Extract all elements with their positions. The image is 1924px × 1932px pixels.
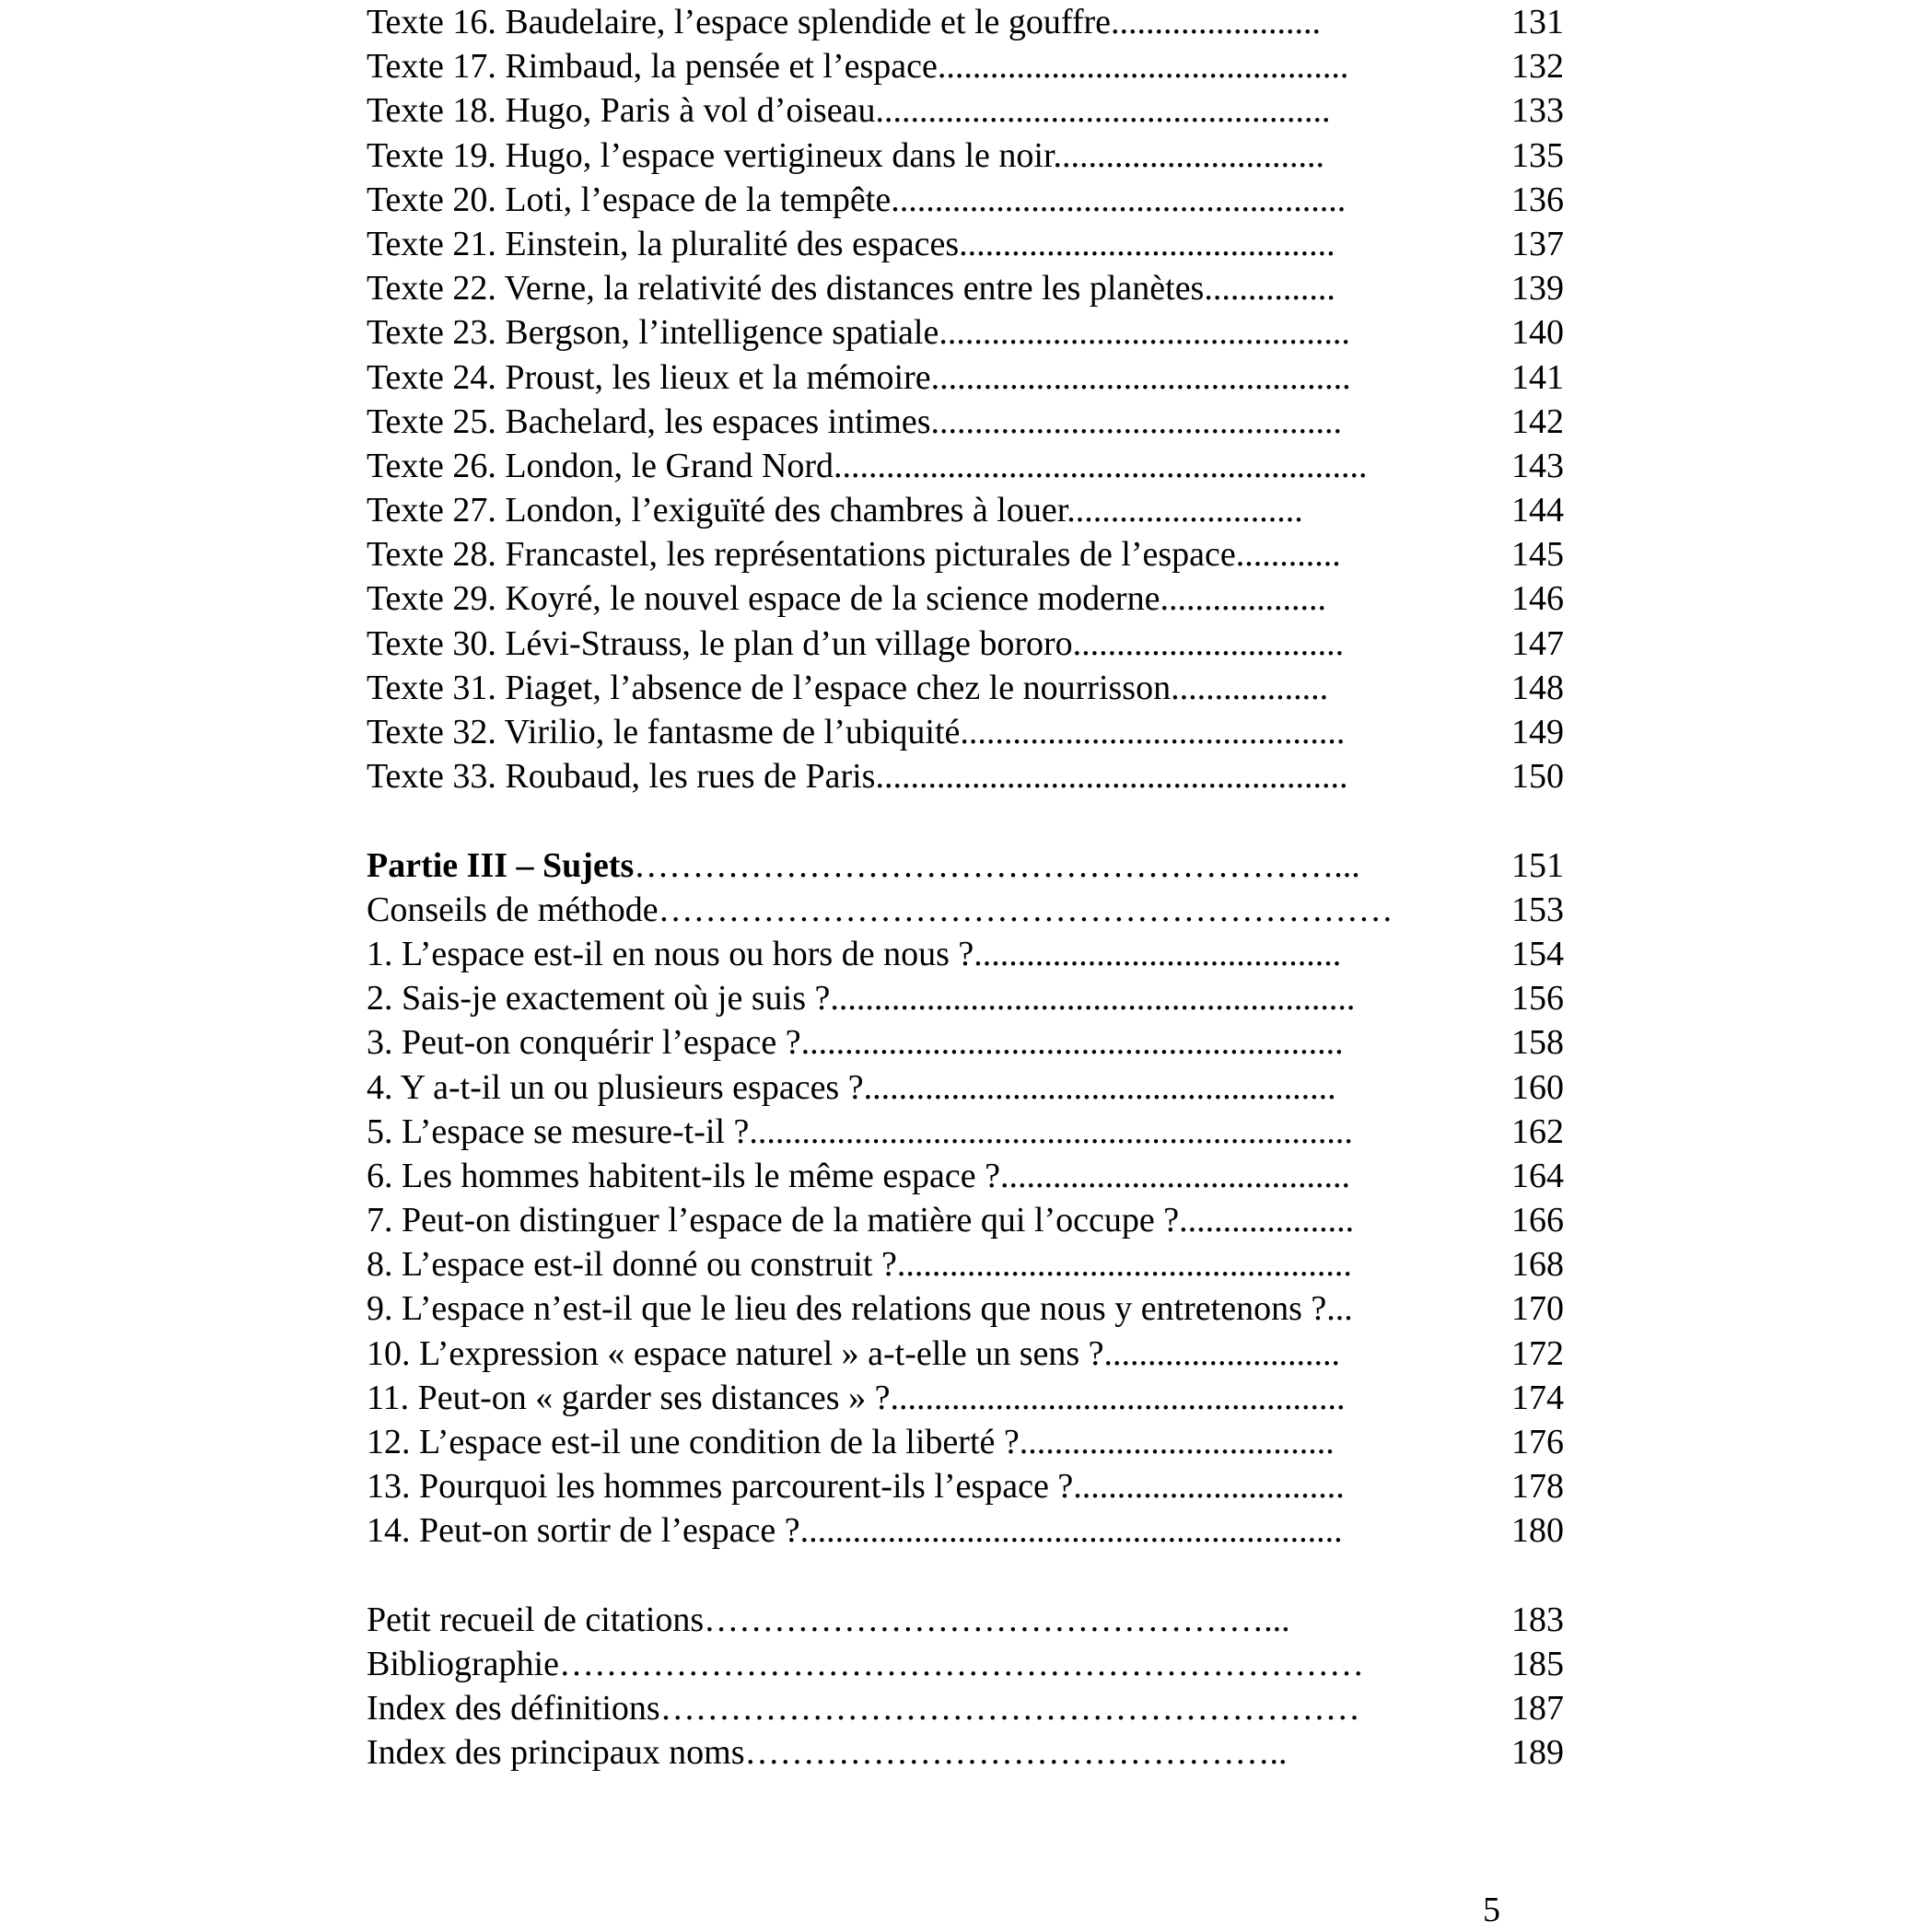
toc-entry-label: 1. L’espace est-il en nous ou hors de nous ?: [367, 934, 974, 973]
toc-entry: [367, 888, 1564, 932]
toc-entry: [367, 222, 1564, 266]
toc-entry-leader: ...........................: [1103, 1333, 1341, 1373]
toc-entry: [367, 1065, 1564, 1110]
toc-entry: [367, 400, 1564, 444]
toc-entry-label: Texte 27. London, l’exiguïté des chambres à louer: [367, 491, 1067, 530]
toc-entry-leader: ...............................................: [930, 402, 1343, 441]
toc-entry-leader: ............................................................: [830, 979, 1356, 1018]
toc-entry: [367, 976, 1564, 1020]
toc-entry-page: 172: [1511, 1333, 1564, 1373]
toc-entry-leader: .............................................................: [834, 446, 1368, 485]
toc-entry-label: Texte 16. Baudelaire, l’espace splendide et le gouffre: [367, 3, 1112, 41]
toc-entry: [367, 1110, 1564, 1154]
toc-entry-label: Texte 29. Koyré, le nouvel espace de la science moderne: [367, 579, 1160, 619]
toc-entry-label: Conseils de méthode: [367, 890, 659, 929]
toc-entry-page: 140: [1511, 313, 1564, 353]
toc-entry-page: 135: [1511, 135, 1564, 175]
toc-entry-leader: ...............................: [1072, 623, 1345, 663]
toc-entry-page: 189: [1511, 1733, 1564, 1773]
toc-entry-page: 151: [1511, 845, 1564, 885]
toc-entry-label: Texte 26. London, le Grand Nord: [367, 446, 834, 485]
toc-entry-label: 14. Peut-on sortir de l’espace ?: [367, 1511, 800, 1551]
toc-entry-leader: ………………………………………..: [744, 1733, 1288, 1773]
toc-entry-page: 187: [1511, 1689, 1564, 1728]
toc-entry: [367, 88, 1564, 133]
toc-entry: [367, 576, 1564, 621]
toc-entry-leader: ……………………………………………………: [659, 1689, 1360, 1728]
toc-entry-leader: ....................: [1179, 1201, 1355, 1240]
toc-entry: [367, 1508, 1564, 1553]
toc-entry-page: 153: [1511, 890, 1564, 929]
toc-entry-page: 178: [1511, 1467, 1564, 1507]
toc-entry-leader: ..............................................................: [799, 1511, 1343, 1551]
toc-entry: [367, 932, 1564, 976]
toc-entry-leader: ............................................: [960, 713, 1346, 751]
toc-entry-leader: ...............................: [1073, 1467, 1345, 1507]
toc-entry: [367, 44, 1564, 88]
toc-entry-page: 168: [1511, 1245, 1564, 1285]
toc-entry: [367, 622, 1564, 666]
toc-entry-leader: ...........................................: [959, 224, 1335, 263]
toc-entry-label: Texte 30. Lévi-Strauss, le plan d’un village bororo: [367, 623, 1073, 663]
toc-entry: [367, 1154, 1564, 1198]
toc-entry-page: 143: [1511, 446, 1564, 485]
table-of-contents: [367, 0, 1564, 1775]
toc-entry-leader: ……………………………………………………………: [558, 1644, 1364, 1683]
toc-entry-page: 139: [1511, 269, 1564, 308]
toc-entry-page: 183: [1511, 1600, 1564, 1639]
toc-entry-leader: ....................................................: [891, 180, 1347, 219]
toc-entry-leader: ...............................................: [937, 47, 1349, 87]
toc-entry-label: 5. L’espace se mesure-t-il ?: [367, 1111, 750, 1151]
toc-entry: [367, 1286, 1564, 1331]
toc-entry: [367, 1686, 1564, 1730]
toc-entry-page: 158: [1511, 1023, 1564, 1063]
toc-entry-page: 147: [1511, 623, 1564, 663]
toc-entry-leader: ………………………………………………………: [658, 890, 1393, 929]
toc-entry-page: 156: [1511, 979, 1564, 1018]
toc-entry-leader: …………………………………………...: [704, 1600, 1290, 1639]
toc-entry-page: 185: [1511, 1644, 1564, 1683]
toc-entry-label: Texte 24. Proust, les lieux et la mémoire: [367, 357, 931, 397]
toc-entry-label: 8. L’espace est-il donné ou construit ?: [367, 1245, 897, 1285]
toc-entry-label: 3. Peut-on conquérir l’espace ?: [367, 1023, 801, 1063]
toc-entry: [367, 444, 1564, 488]
toc-entry-page: 166: [1511, 1201, 1564, 1240]
toc-entry: [367, 1420, 1564, 1464]
toc-entry-page: 142: [1511, 402, 1564, 441]
toc-entry: [367, 0, 1564, 44]
toc-entry-leader: ..............................................................: [800, 1023, 1344, 1063]
section-gap: [367, 798, 1564, 843]
toc-entry: [367, 310, 1564, 355]
toc-entry-leader: ............: [1235, 535, 1341, 575]
toc-entry-label: 4. Y a-t-il un ou plusieurs espaces ?: [367, 1067, 864, 1107]
toc-entry-label: 9. L’espace n’est-il que le lieu des relations que nous y entretenons ?: [367, 1289, 1327, 1329]
toc-entry: [367, 1642, 1564, 1686]
toc-entry-label: Texte 20. Loti, l’espace de la tempête: [367, 180, 892, 219]
toc-entry: [367, 1332, 1564, 1376]
page-number: 5: [1483, 1891, 1500, 1929]
toc-entry-page: 176: [1511, 1423, 1564, 1461]
toc-entry-page: 149: [1511, 713, 1564, 751]
toc-entry-label: Petit recueil de citations: [367, 1600, 705, 1639]
toc-entry-label: Bibliographie: [367, 1644, 559, 1683]
toc-entry-leader: ...........................: [1067, 491, 1303, 530]
toc-entry-leader: .....................................................................: [749, 1111, 1353, 1151]
toc-entry-label: 10. L’expression « espace naturel » a-t-elle un sens ?: [367, 1333, 1104, 1373]
toc-entry-leader: ...............: [1204, 269, 1335, 308]
toc-entry: [367, 134, 1564, 178]
toc-entry: [367, 178, 1564, 222]
toc-entry-page: 144: [1511, 491, 1564, 530]
toc-part-title: Partie III – Sujets: [367, 845, 635, 885]
toc-entry-leader: ..................: [1171, 668, 1329, 707]
toc-entry: [367, 710, 1564, 754]
toc-entry-label: Texte 21. Einstein, la pluralité des espaces: [367, 224, 960, 263]
toc-entry-label: 13. Pourquoi les hommes parcourent-ils l’espace ?: [367, 1467, 1074, 1507]
toc-entry-page: 180: [1511, 1511, 1564, 1551]
section-gap: [367, 1554, 1564, 1598]
toc-entry-page: 145: [1511, 535, 1564, 575]
toc-entry-page: 174: [1511, 1378, 1564, 1417]
toc-entry-leader: ...: [1326, 1289, 1353, 1329]
toc-entry-label: 12. L’espace est-il une condition de la liberté ?: [367, 1423, 1020, 1461]
toc-entry: [367, 1242, 1564, 1286]
toc-entry: [367, 754, 1564, 798]
toc-entry: [367, 1730, 1564, 1775]
toc-entry: [367, 266, 1564, 310]
toc-entry-page: 141: [1511, 357, 1564, 397]
toc-entry-page: 133: [1511, 91, 1564, 131]
toc-entry-page: 146: [1511, 579, 1564, 619]
toc-entry-leader: ...............................................: [939, 313, 1350, 353]
toc-entry-page: 148: [1511, 668, 1564, 707]
toc-entry-label: 11. Peut-on « garder ses distances » ?: [367, 1378, 891, 1417]
toc-entry: [367, 1464, 1564, 1508]
toc-entry-leader: ....................................................: [890, 1378, 1346, 1417]
toc-entry-label: 6. Les hommes habitent-ils le même espace ?: [367, 1156, 1000, 1195]
toc-entry-leader: ................................................: [930, 357, 1351, 397]
toc-entry-page: 170: [1511, 1289, 1564, 1329]
toc-entry-label: Texte 19. Hugo, l’espace vertigineux dans le noir: [367, 135, 1054, 175]
toc-entry-leader: ........................................: [1000, 1156, 1350, 1195]
toc-entry: [367, 1020, 1564, 1065]
toc-entry-leader: ....................................................: [875, 91, 1331, 131]
toc-entry-label: Texte 17. Rimbaud, la pensée et l’espace: [367, 47, 938, 87]
toc-entry-leader: ...................: [1160, 579, 1326, 619]
toc-part-heading: [367, 844, 1564, 888]
toc-entry: [367, 666, 1564, 710]
toc-entry-label: Texte 31. Piaget, l’absence de l’espace chez le nourrisson: [367, 668, 1172, 707]
toc-entry-label: Texte 22. Verne, la relativité des distances entre les planètes: [367, 269, 1205, 308]
toc-entry: [367, 1198, 1564, 1242]
toc-entry-label: 7. Peut-on distinguer l’espace de la matière qui l’occupe ?: [367, 1201, 1180, 1240]
toc-entry-page: 162: [1511, 1111, 1564, 1151]
toc-entry-leader: ....................................................: [896, 1245, 1352, 1285]
toc-entry-label: Texte 28. Francastel, les représentations picturales de l’espace: [367, 535, 1236, 575]
toc-entry-leader: ....................................: [1019, 1423, 1335, 1461]
toc-entry-page: 132: [1511, 47, 1564, 87]
toc-entry-page: 160: [1511, 1067, 1564, 1107]
toc-entry-label: Index des principaux noms: [367, 1733, 745, 1773]
toc-entry-label: Texte 23. Bergson, l’intelligence spatiale: [367, 313, 939, 353]
toc-entry-leader: ......................................................: [875, 757, 1348, 797]
toc-entry: [367, 355, 1564, 400]
toc-entry: [367, 1376, 1564, 1420]
toc-entry-label: Texte 32. Virilio, le fantasme de l’ubiquité: [367, 713, 961, 751]
toc-entry-page: 150: [1511, 757, 1564, 797]
toc-entry-leader: ........................: [1111, 3, 1322, 41]
toc-entry-label: Texte 25. Bachelard, les espaces intimes: [367, 402, 931, 441]
toc-entry: [367, 1598, 1564, 1642]
toc-entry: [367, 532, 1564, 576]
toc-entry-page: 154: [1511, 934, 1564, 973]
toc-entry: [367, 488, 1564, 532]
toc-entry-label: Texte 18. Hugo, Paris à vol d’oiseau: [367, 91, 876, 131]
toc-entry-page: 136: [1511, 180, 1564, 219]
toc-entry-label: 2. Sais-je exactement où je suis ?: [367, 979, 831, 1018]
toc-entry-leader: ......................................................: [863, 1067, 1336, 1107]
toc-entry-leader: ...............................: [1053, 135, 1325, 175]
toc-entry-leader: ..........................................: [974, 934, 1342, 973]
toc-entry-page: 137: [1511, 224, 1564, 263]
toc-entry-page: 164: [1511, 1156, 1564, 1195]
toc-entry-label: Index des définitions: [367, 1689, 660, 1728]
toc-entry-leader: ……………………………………………………...: [634, 845, 1360, 885]
toc-entry-label: Texte 33. Roubaud, les rues de Paris: [367, 757, 876, 797]
toc-entry-page: 131: [1511, 3, 1564, 41]
